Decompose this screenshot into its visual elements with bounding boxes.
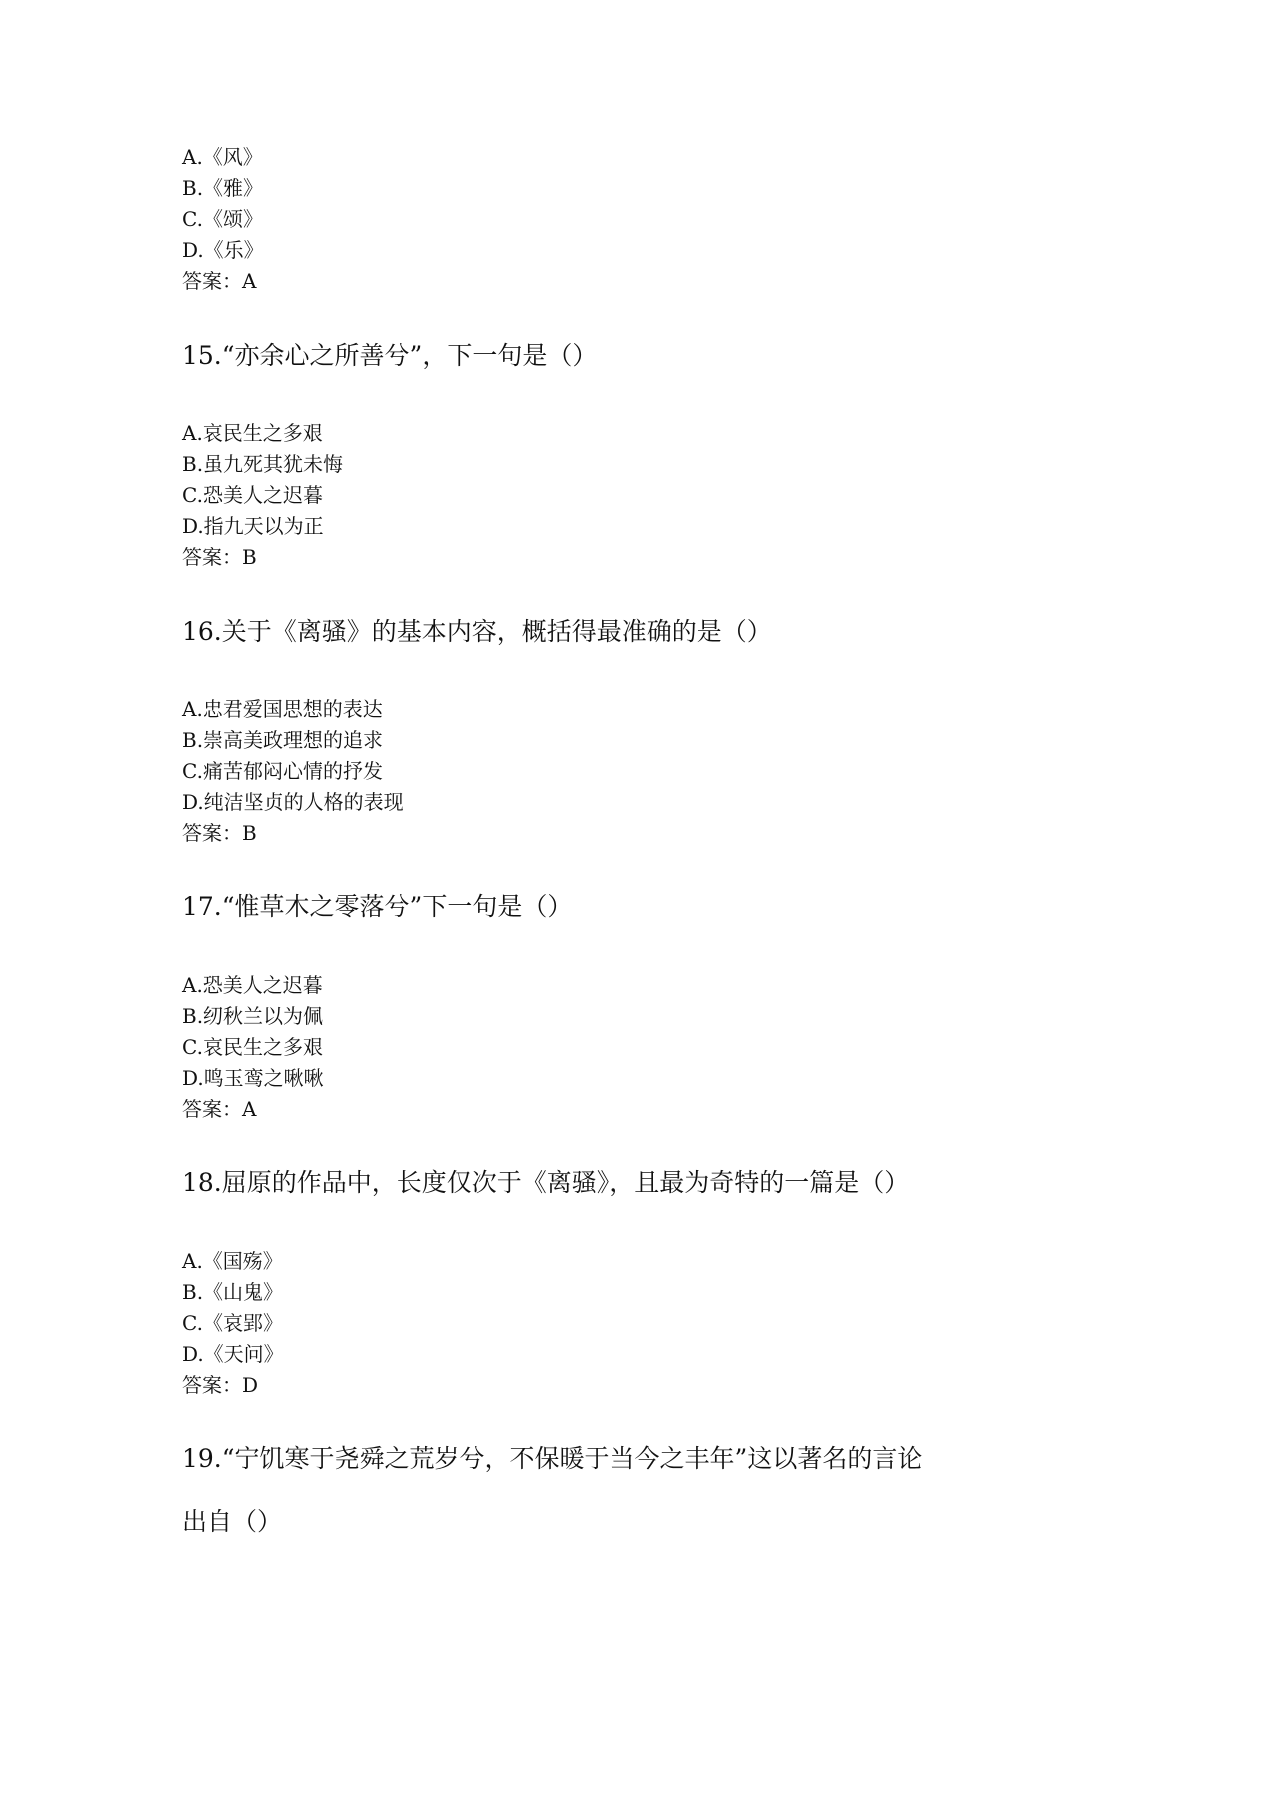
option-16-b: B.崇高美政理想的追求 (182, 728, 384, 752)
question-19: 19.“宁饥寒于尧舜之荒岁兮，不保暖于当今之丰年”这以著名的言论 (182, 1444, 923, 1473)
option-18-b: B.《山鬼》 (182, 1280, 284, 1304)
option-17-c: C.哀民生之多艰 (182, 1035, 323, 1059)
option-16-d: D.纯洁坚贞的人格的表现 (182, 790, 404, 814)
answer-14: 答案：A (182, 269, 257, 293)
option-15-b: B.虽九死其犹未悔 (182, 452, 344, 476)
option-15-a: A.哀民生之多艰 (182, 421, 323, 445)
answer-17: 答案：A (182, 1097, 257, 1121)
question-19-continued: 出自（） (182, 1507, 283, 1536)
option-14-b: B.《雅》 (182, 176, 264, 200)
answer-18: 答案：D (182, 1373, 259, 1397)
option-17-b: B.纫秋兰以为佩 (182, 1004, 324, 1028)
option-18-d: D.《天问》 (182, 1342, 284, 1366)
question-18: 18.屈原的作品中，长度仅次于《离骚》，且最为奇特的一篇是（） (182, 1168, 910, 1197)
answer-15: 答案：B (182, 545, 257, 569)
option-16-c: C.痛苦郁闷心情的抒发 (182, 759, 383, 783)
option-15-d: D.指九天以为正 (182, 514, 324, 538)
option-17-a: A.恐美人之迟暮 (182, 973, 323, 997)
option-14-a: A.《风》 (182, 145, 263, 169)
question-15: 15.“亦余心之所善兮”，下一句是（） (182, 341, 598, 370)
option-17-d: D.鸣玉鸾之啾啾 (182, 1066, 324, 1090)
answer-16: 答案：B (182, 821, 257, 845)
option-15-c: C.恐美人之迟暮 (182, 483, 323, 507)
question-16: 16.关于《离骚》的基本内容，概括得最准确的是（） (182, 617, 772, 646)
option-14-c: C.《颂》 (182, 207, 263, 231)
option-16-a: A.忠君爱国思想的表达 (182, 697, 383, 721)
option-18-a: A.《国殇》 (182, 1249, 283, 1273)
option-18-c: C.《哀郢》 (182, 1311, 283, 1335)
option-14-d: D.《乐》 (182, 238, 264, 262)
question-17: 17.“惟草木之零落兮”下一句是（） (182, 892, 573, 921)
